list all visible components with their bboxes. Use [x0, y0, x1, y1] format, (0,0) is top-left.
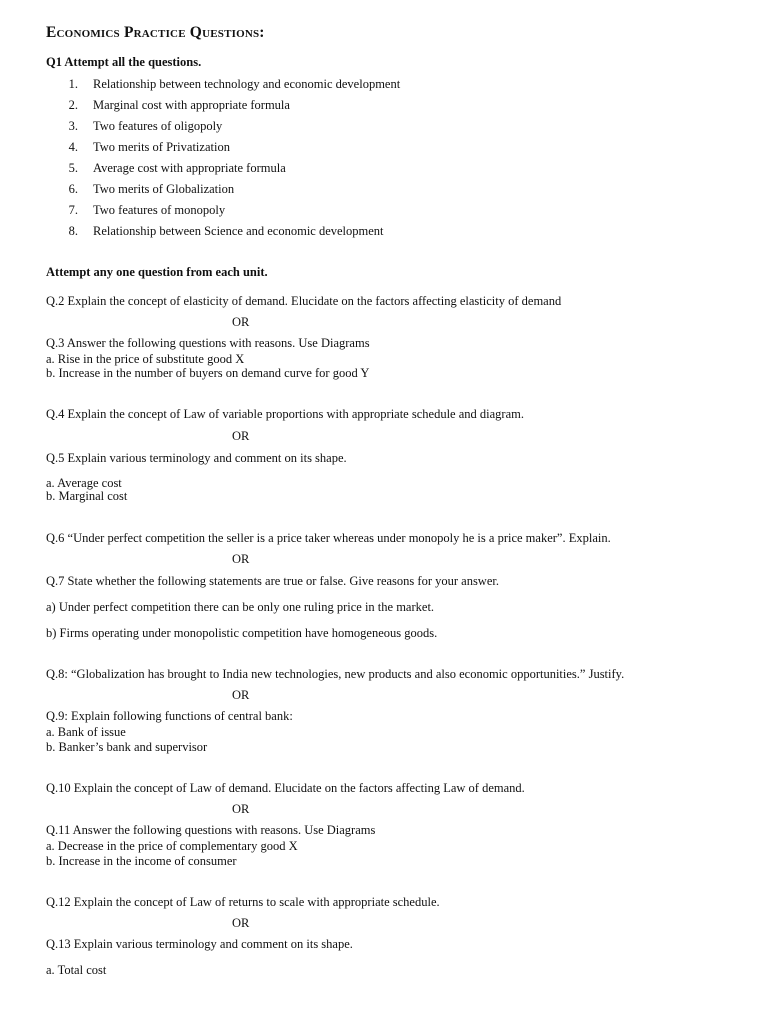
sub-item: a. Rise in the price of substitute good X: [46, 352, 245, 366]
question-13: Q.13 Explain various terminology and comment on its shape.: [46, 937, 353, 951]
list-number: 5.: [68, 161, 78, 175]
or-separator: OR: [232, 802, 250, 816]
list-number: 3.: [68, 119, 78, 133]
q1-heading: Q1 Attempt all the questions.: [46, 55, 202, 69]
sub-item: a. Bank of issue: [46, 725, 126, 739]
question-8: Q.8: “Globalization has brought to India new technologies, new products and also economic opportunities.” Justify.: [46, 667, 625, 681]
question-3: Q.3 Answer the following questions with reasons. Use Diagrams: [46, 336, 370, 350]
question-2: Q.2 Explain the concept of elasticity of demand. Elucidate on the factors affecting elasticity of demand: [46, 294, 562, 308]
sub-item: b) Firms operating under monopolistic competition have homogeneous goods.: [46, 626, 438, 640]
or-separator: OR: [232, 552, 250, 566]
sub-item: b. Increase in the number of buyers on demand curve for good Y: [46, 366, 370, 380]
list-text: Two features of oligopoly: [93, 119, 223, 133]
page-title: Economics Practice Questions:: [46, 24, 265, 41]
list-number: 2.: [68, 98, 78, 112]
list-text: Two merits of Privatization: [93, 140, 230, 154]
list-number: 1.: [68, 77, 78, 91]
question-5: Q.5 Explain various terminology and comment on its shape.: [46, 451, 347, 465]
sub-item: a. Average cost: [46, 476, 122, 490]
sub-item: b. Banker’s bank and supervisor: [46, 740, 208, 754]
question-7: Q.7 State whether the following statements are true or false. Give reasons for your answer.: [46, 574, 499, 588]
list-number: 7.: [68, 203, 78, 217]
sub-item: a. Decrease in the price of complementary good X: [46, 839, 298, 853]
question-11: Q.11 Answer the following questions with reasons. Use Diagrams: [46, 823, 376, 837]
sub-item: b. Marginal cost: [46, 489, 128, 503]
list-text: Two merits of Globalization: [93, 182, 235, 196]
list-text: Two features of monopoly: [93, 203, 226, 217]
list-text: Relationship between technology and economic development: [93, 77, 401, 91]
list-number: 6.: [68, 182, 78, 196]
question-4: Q.4 Explain the concept of Law of variable proportions with appropriate schedule and diagram.: [46, 407, 524, 421]
section-heading: Attempt any one question from each unit.: [46, 265, 268, 279]
sub-item: b. Increase in the income of consumer: [46, 854, 237, 868]
or-separator: OR: [232, 315, 250, 329]
question-6: Q.6 “Under perfect competition the seller is a price taker whereas under monopoly he is a price maker”. Explain.: [46, 531, 611, 545]
list-number: 4.: [68, 140, 78, 154]
question-12: Q.12 Explain the concept of Law of returns to scale with appropriate schedule.: [46, 895, 440, 909]
or-separator: OR: [232, 429, 250, 443]
list-text: Relationship between Science and economic development: [93, 224, 384, 238]
sub-item: a. Total cost: [46, 963, 107, 977]
list-text: Marginal cost with appropriate formula: [93, 98, 290, 112]
list-number: 8.: [68, 224, 78, 238]
sub-item: a) Under perfect competition there can be only one ruling price in the market.: [46, 600, 435, 614]
or-separator: OR: [232, 916, 250, 930]
list-text: Average cost with appropriate formula: [93, 161, 286, 175]
or-separator: OR: [232, 688, 250, 702]
question-9: Q.9: Explain following functions of central bank:: [46, 709, 293, 723]
question-10: Q.10 Explain the concept of Law of demand. Elucidate on the factors affecting Law of demand.: [46, 781, 525, 795]
